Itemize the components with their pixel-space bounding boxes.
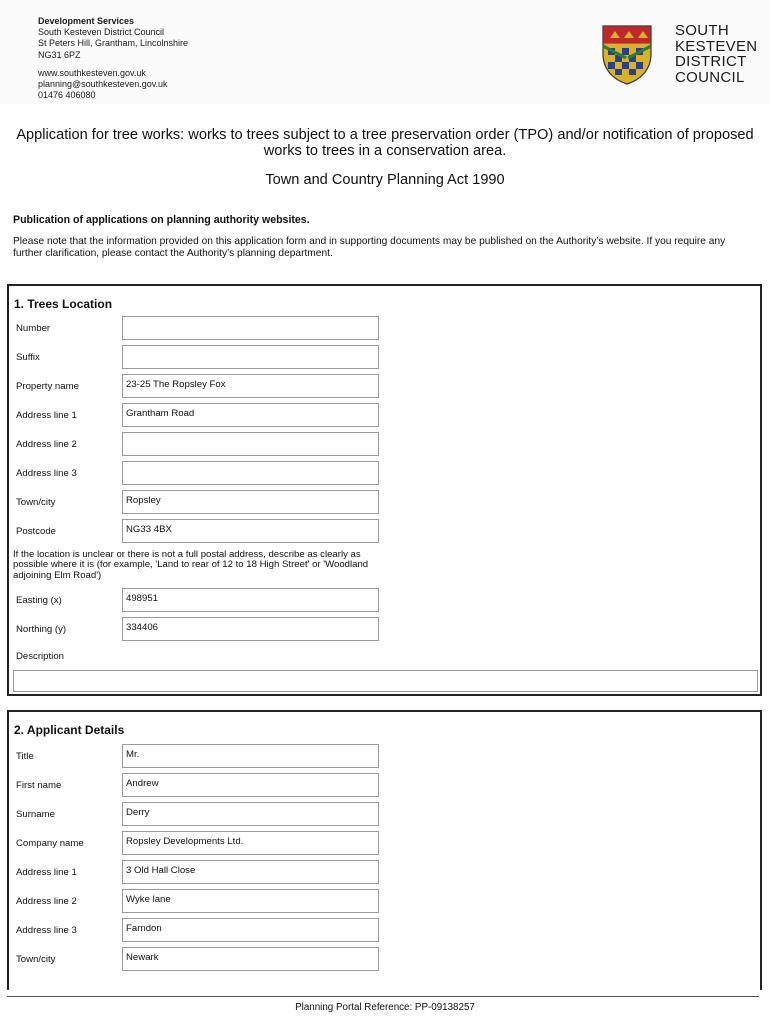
town-city-field[interactable]: Ropsley: [122, 490, 379, 514]
form-row-northing: [9, 617, 760, 643]
section-title: 1. Trees Location: [14, 297, 113, 311]
form-row-first-name: [9, 773, 760, 799]
northing-field[interactable]: 334406: [122, 617, 379, 641]
form-row-company-name: [9, 831, 760, 857]
property-name-field[interactable]: 23-25 The Ropsley Fox: [122, 374, 379, 398]
postcode-field[interactable]: NG33 4BX: [122, 519, 379, 543]
applicant-address-line-3-field[interactable]: Farndon: [122, 918, 379, 942]
suffix-field[interactable]: [122, 345, 379, 369]
form-row-address-line-3: [9, 918, 760, 944]
field-label: Northing (y): [16, 624, 67, 635]
field-label: Easting (x): [16, 595, 62, 606]
form-row-surname: [9, 802, 760, 828]
department-name: Development Services: [38, 16, 135, 26]
field-label: Number: [16, 323, 51, 334]
applicant-details-section: [7, 710, 762, 990]
letterhead: [0, 0, 770, 104]
footer-reference: Planning Portal Reference: PP-09138257: [295, 1002, 475, 1013]
surname-field[interactable]: Derry: [122, 802, 379, 826]
field-label: First name: [16, 780, 62, 791]
address-line: NG31 6PZ: [38, 49, 81, 60]
page-title: Application for tree works: works to trees subject to a tree preservation order (TPO) and/or notification of proposed works to trees in a conservation area.: [16, 127, 754, 159]
form-row-property-name: [9, 374, 760, 400]
description-field[interactable]: [13, 670, 758, 692]
contact-block: [38, 16, 188, 101]
form-row-town-city: [9, 490, 760, 516]
form-row-address-line-2: [9, 432, 760, 458]
form-row-suffix: [9, 345, 760, 371]
field-label: Surname: [16, 809, 55, 820]
applicant-town-city-field[interactable]: Newark: [122, 947, 379, 971]
field-label: Address line 3: [16, 468, 77, 479]
footer-divider: [7, 996, 759, 997]
publication-notice: Please note that the information provided on this application form and in supporting documents may be published on the Authority’s website. If you require any further clarification, please contact the Authority’s planning department.: [13, 236, 726, 259]
act-subtitle: Town and Country Planning Act 1990: [265, 172, 505, 188]
form-row-address-line-1: [9, 860, 760, 886]
form-row-number: [9, 316, 760, 342]
form-row-easting: [9, 588, 760, 614]
email-link[interactable]: planning@southkesteven.gov.uk: [38, 79, 168, 90]
location-guidance-note: If the location is unclear or there is not a full postal address, describe as clearly as possible where it is (for example, 'Land to rear of 12 to 18 High Street' or 'Woodland adjoining Elm Road'): [13, 549, 369, 581]
field-label: Town/city: [16, 497, 56, 508]
form-row-town-city: [9, 947, 760, 973]
section-title: 2. Applicant Details: [14, 723, 125, 737]
form-row-address-line-1: [9, 403, 760, 429]
council-crest-icon: [600, 24, 654, 86]
field-label: Company name: [16, 838, 84, 849]
first-name-field[interactable]: Andrew: [122, 773, 379, 797]
field-label: Address line 1: [16, 410, 77, 421]
field-label: Town/city: [16, 954, 56, 965]
title-field[interactable]: Mr.: [122, 744, 379, 768]
applicant-address-line-2-field[interactable]: Wyke lane: [122, 889, 379, 913]
field-label: Address line 2: [16, 896, 77, 907]
trees-location-section: [7, 284, 762, 696]
form-row-postcode: [9, 519, 760, 545]
form-row-title: [9, 744, 760, 770]
website-link[interactable]: www.southkesteven.gov.uk: [38, 67, 146, 78]
field-label: Address line 1: [16, 867, 77, 878]
address-line-2-field[interactable]: [122, 432, 379, 456]
field-label: Address line 2: [16, 439, 77, 450]
company-name-field[interactable]: Ropsley Developments Ltd.: [122, 831, 379, 855]
address-line: South Kesteven District Council: [38, 27, 165, 38]
publication-heading: Publication of applications on planning authority websites.: [13, 214, 310, 226]
address-line: St Peters Hill, Grantham, Lincolnshire: [38, 38, 189, 49]
number-field[interactable]: [122, 316, 379, 340]
council-name: SOUTH KESTEVEN DISTRICT COUNCIL: [675, 22, 758, 86]
address-line-1-field[interactable]: Grantham Road: [122, 403, 379, 427]
field-label: Address line 3: [16, 925, 77, 936]
description-label: Description: [16, 651, 64, 662]
form-row-address-line-3: [9, 461, 760, 487]
field-label: Suffix: [16, 352, 40, 363]
form-row-address-line-2: [9, 889, 760, 915]
field-label: Property name: [16, 381, 79, 392]
easting-field[interactable]: 498951: [122, 588, 379, 612]
address-line-3-field[interactable]: [122, 461, 379, 485]
field-label: Title: [16, 751, 34, 762]
applicant-address-line-1-field[interactable]: 3 Old Hall Close: [122, 860, 379, 884]
field-label: Postcode: [16, 526, 57, 537]
phone-number: 01476 406080: [38, 90, 96, 101]
